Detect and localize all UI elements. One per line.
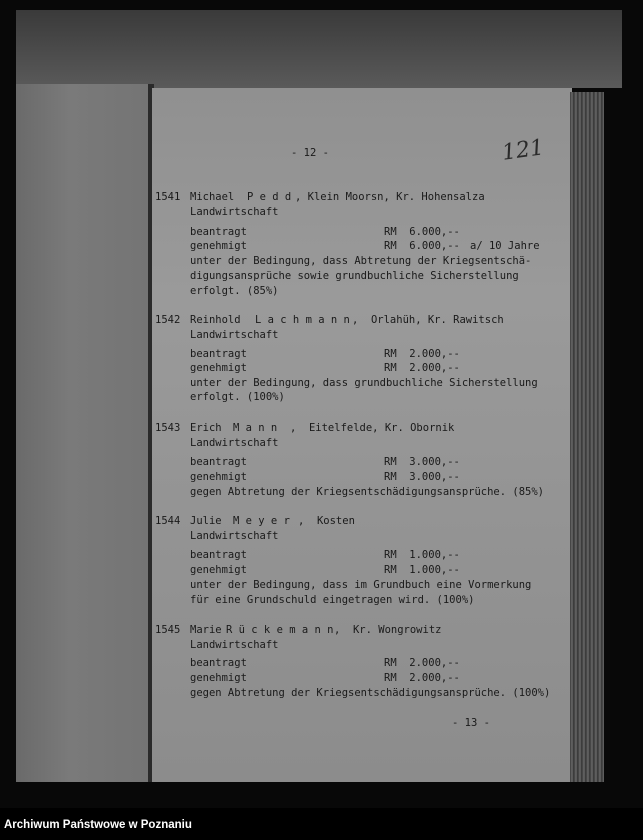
- entry-number: 1542: [155, 314, 181, 326]
- entry-occupation: Landwirtschaft: [190, 530, 279, 542]
- entry-first-name: Marie: [190, 624, 222, 636]
- requested-amount: RM 2.000,--: [384, 348, 460, 360]
- archive-credit: Archiwum Państwowe w Poznaniu: [4, 819, 192, 831]
- entry-location: , Kosten: [298, 515, 355, 527]
- entry-last-name: M e y e r: [233, 515, 290, 527]
- condition-line: unter der Bedingung, dass Abtretung der Kriegsentschä-: [190, 255, 532, 267]
- entry-last-name: M a n n: [233, 422, 278, 434]
- entry-location: , Klein Moorsn, Kr. Hohensalza: [295, 191, 485, 203]
- condition-line: digungsansprüche sowie grundbuchliche Sicherstellung: [190, 270, 519, 282]
- entry-number: 1545: [155, 624, 181, 636]
- approved-label: genehmigt: [190, 564, 247, 576]
- requested-label: beantragt: [190, 657, 247, 669]
- condition-line: für eine Grundschuld eingetragen wird. (100%): [190, 594, 475, 606]
- approved-label: genehmigt: [190, 672, 247, 684]
- requested-amount: RM 3.000,--: [384, 456, 460, 468]
- entry-first-name: Michael: [190, 191, 235, 203]
- entry-number: 1544: [155, 515, 181, 527]
- approved-amount: RM 1.000,--: [384, 564, 460, 576]
- entry-location: , Kr. Wongrowitz: [334, 624, 442, 636]
- approved-label: genehmigt: [190, 362, 247, 374]
- entry-number: 1541: [155, 191, 181, 203]
- entry-first-name: Julie: [190, 515, 222, 527]
- entry-number: 1543: [155, 422, 181, 434]
- approved-label: genehmigt: [190, 471, 247, 483]
- condition-line: unter der Bedingung, dass grundbuchliche Sicherstellung: [190, 377, 538, 389]
- entry-occupation: Landwirtschaft: [190, 329, 279, 341]
- entry-last-name: L a c h m a n n: [255, 314, 350, 326]
- condition-line: unter der Bedingung, dass im Grundbuch eine Vormerkung: [190, 579, 532, 591]
- entry-first-name: Erich: [190, 422, 222, 434]
- requested-amount: RM 1.000,--: [384, 549, 460, 561]
- requested-label: beantragt: [190, 549, 247, 561]
- approved-amount: RM 6.000,--: [384, 240, 460, 252]
- entry-occupation: Landwirtschaft: [190, 206, 279, 218]
- requested-label: beantragt: [190, 226, 247, 238]
- approved-amount: RM 2.000,--: [384, 672, 460, 684]
- entry-occupation: Landwirtschaft: [190, 437, 279, 449]
- page-edges: [570, 92, 604, 782]
- condition-line: erfolgt. (85%): [190, 285, 279, 297]
- condition-line: gegen Abtretung der Kriegsentschädigungsansprüche. (85%): [190, 486, 545, 498]
- condition-line: erfolgt. (100%): [190, 391, 285, 403]
- approved-note: a/ 10 Jahre: [470, 240, 540, 252]
- requested-amount: RM 2.000,--: [384, 657, 460, 669]
- entry-location: , Orlahüh, Kr. Rawitsch: [352, 314, 504, 326]
- approved-amount: RM 3.000,--: [384, 471, 460, 483]
- entry-last-name: R ü c k e m a n n: [226, 624, 334, 636]
- handwritten-folio: 121: [500, 135, 546, 166]
- requested-amount: RM 6.000,--: [384, 226, 460, 238]
- left-page: [16, 84, 150, 782]
- page-number: - 12 -: [291, 147, 329, 159]
- entry-last-name: P e d d: [247, 191, 292, 203]
- entry-location: , Eitelfelde, Kr. Obornik: [290, 422, 455, 434]
- approved-amount: RM 2.000,--: [384, 362, 460, 374]
- entry-occupation: Landwirtschaft: [190, 639, 279, 651]
- entry-first-name: Reinhold: [190, 314, 241, 326]
- book-top-edge: [16, 10, 622, 88]
- requested-label: beantragt: [190, 348, 247, 360]
- condition-line: gegen Abtretung der Kriegsentschädigungsansprüche. (100%): [190, 687, 551, 699]
- approved-label: genehmigt: [190, 240, 247, 252]
- requested-label: beantragt: [190, 456, 247, 468]
- next-page-marker: - 13 -: [452, 717, 490, 729]
